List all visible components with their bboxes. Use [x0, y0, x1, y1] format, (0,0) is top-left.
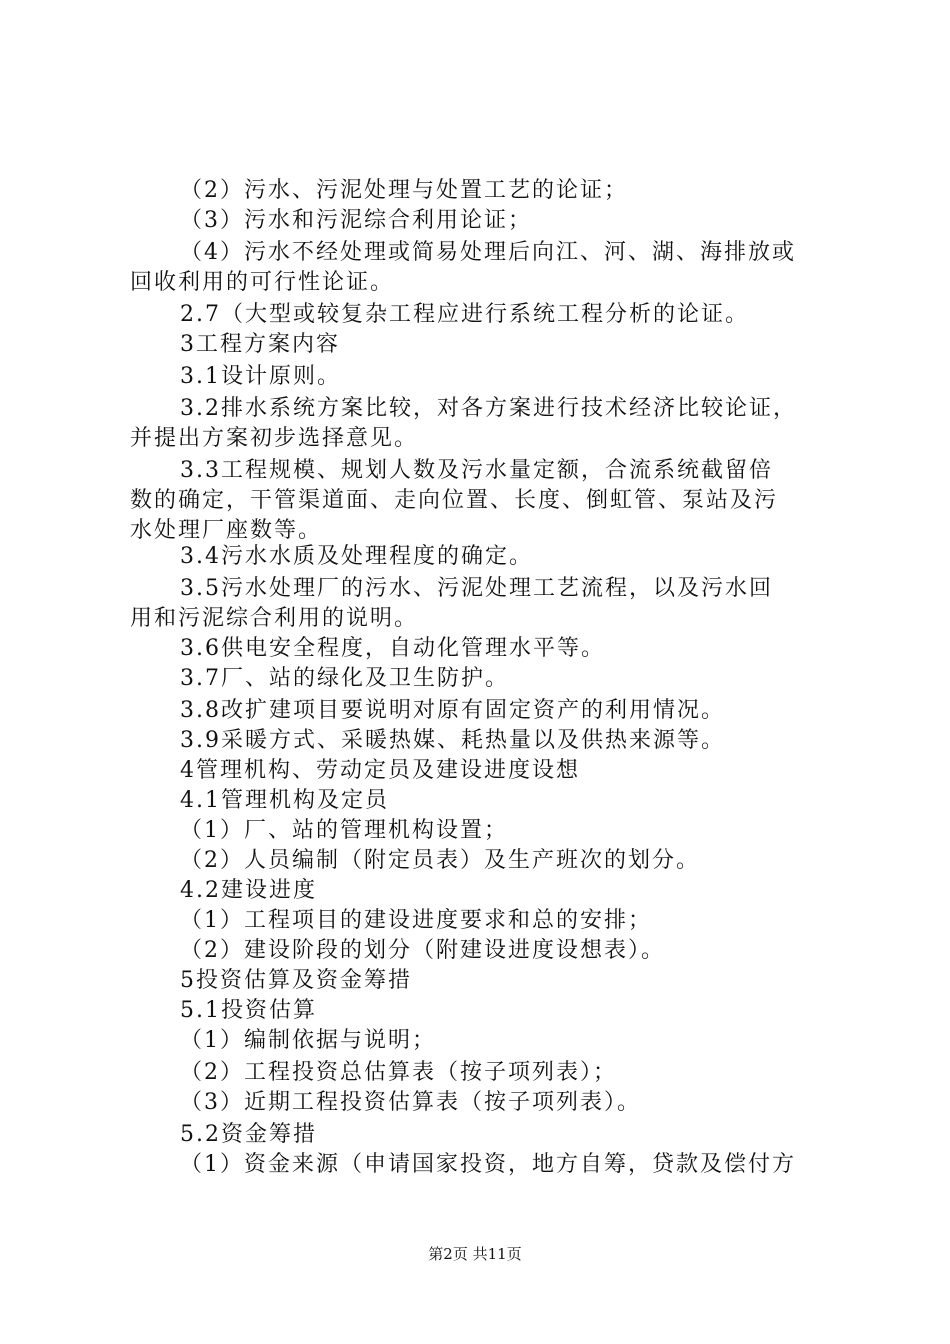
text-line: 4.1管理机构及定员 [180, 788, 389, 813]
text-line: （2）建设阶段的划分（附建设进度设想表）。 [180, 938, 665, 963]
text-line: （3）污水和污泥综合利用论证； [180, 208, 532, 233]
text-line: （2）人员编制（附定员表）及生产班次的划分。 [180, 848, 700, 873]
text-line: 水处理厂座数等。 [130, 518, 323, 543]
text-line: 5.2资金筹措 [180, 1122, 317, 1147]
text-line: 数的确定，干管渠道面、走向位置、长度、倒虹管、泵站及污 [130, 488, 779, 513]
text-line: 用和污泥综合利用的说明。 [130, 606, 419, 631]
text-line: 3.2排水系统方案比较，对各方案进行技术经济比较论证， [180, 396, 797, 421]
text-line: 3.7厂、站的绿化及卫生防护。 [180, 666, 509, 691]
text-line: 3.4污水水质及处理程度的确定。 [180, 544, 533, 569]
text-line: （2）工程投资总估算表（按子项列表）； [180, 1060, 617, 1085]
text-line: 4.2建设进度 [180, 878, 317, 903]
text-line: 3.9采暖方式、采暖热媒、耗热量以及供热来源等。 [180, 728, 725, 753]
text-line: 5投资估算及资金筹措 [180, 968, 412, 993]
text-line: （4）污水不经处理或简易处理后向江、河、湖、海排放或 [180, 240, 796, 265]
text-line: （2）污水、污泥处理与处置工艺的论证； [180, 178, 628, 203]
text-line: 3.8改扩建项目要说明对原有固定资产的利用情况。 [180, 698, 725, 723]
text-line: （1）资金来源（申请国家投资，地方自筹，贷款及偿付方 [180, 1152, 796, 1177]
text-line: 回收利用的可行性论证。 [130, 270, 395, 295]
text-line: 4管理机构、劳动定员及建设进度设想 [180, 758, 580, 783]
text-line: 2.7（大型或较复杂工程应进行系统工程分析的论证。 [180, 302, 749, 327]
text-line: 3.5污水处理厂的污水、污泥处理工艺流程，以及污水回 [180, 576, 773, 601]
page-number-footer: 第2页 共11页 [428, 1245, 522, 1263]
text-line: （3）近期工程投资估算表（按子项列表）。 [180, 1090, 641, 1115]
text-line: （1）编制依据与说明； [180, 1028, 436, 1053]
text-line: 3.3工程规模、规划人数及污水量定额，合流系统截留倍 [180, 458, 773, 483]
text-line: 3.1设计原则。 [180, 364, 341, 389]
text-line: 并提出方案初步选择意见。 [130, 426, 419, 451]
text-line: 5.1投资估算 [180, 998, 317, 1023]
text-line: 3工程方案内容 [180, 332, 340, 357]
text-line: （1）厂、站的管理机构设置； [180, 818, 508, 843]
text-line: 3.6供电安全程度，自动化管理水平等。 [180, 636, 605, 661]
text-line: （1）工程项目的建设进度要求和总的安排； [180, 908, 652, 933]
